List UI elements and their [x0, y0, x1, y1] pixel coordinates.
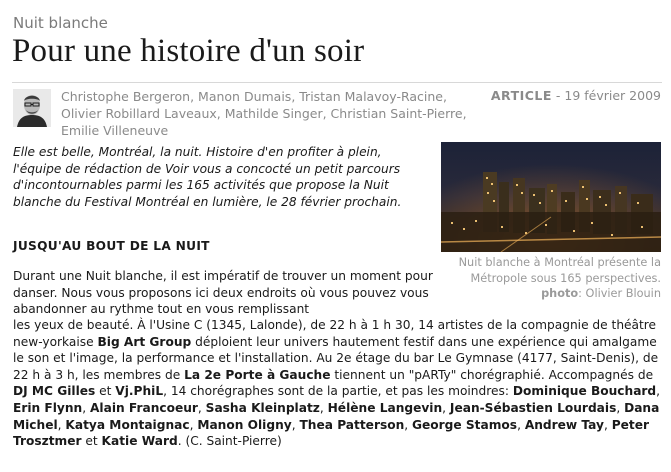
- body-text-run: ,: [616, 400, 625, 415]
- section-kicker[interactable]: Nuit blanche: [13, 14, 108, 32]
- body-text-run: ,: [656, 384, 661, 399]
- body-text-run: ,: [189, 417, 198, 432]
- highlighted-name: Big Art Group: [97, 334, 192, 349]
- body-text-run: ,: [442, 400, 450, 415]
- highlighted-name: Dana Michel: [13, 400, 660, 432]
- montreal-night-skyline-image: [441, 142, 661, 252]
- highlighted-name: Hélène Langevin: [327, 400, 443, 415]
- body-text-run: ,: [82, 400, 90, 415]
- article-type-label: ARTICLE: [490, 88, 552, 103]
- body-text-run: ,: [603, 417, 612, 432]
- highlighted-name: Alain Francoeur: [89, 400, 198, 415]
- photo-credit-label: photo: [541, 287, 579, 300]
- highlighted-name: Katya Montaignac: [65, 417, 190, 432]
- body-text-run: ,: [197, 400, 206, 415]
- photo-caption: [441, 255, 661, 302]
- header-divider: [12, 82, 662, 83]
- highlighted-name: Andrew Tay: [524, 417, 604, 432]
- body-text-run: ,: [517, 417, 525, 432]
- highlighted-name: Vj.PhiL: [115, 384, 164, 399]
- highlighted-name: DJ MC Gilles: [13, 384, 96, 399]
- highlighted-name: Dominique Bouchard: [512, 384, 657, 399]
- highlighted-name: George Stamos: [412, 417, 518, 432]
- author-portrait-image: [13, 89, 51, 127]
- article-lede: Elle est belle, Montréal, la nuit. Histoire d'en profiter à plein, l'équipe de rédaction de Voir vous a concocté un petit parcours d'incontournables parmi les 165 activités que propose la Nuit blanche du Festival Montréal en lumière, le 28 février prochain.: [13, 145, 402, 209]
- section-subheading: JUSQU'AU BOUT DE LA NUIT: [13, 239, 210, 253]
- highlighted-name: Sasha Kleinplatz: [205, 400, 320, 415]
- article-date: 19 février 2009: [564, 88, 661, 103]
- body-text-run: . (C. Saint-Pierre): [177, 434, 282, 449]
- highlighted-name: Manon Oligny: [197, 417, 292, 432]
- body-text-run: déploient leur univers hautement festif dans une expérience qui amalgame le son et l'image, la performance et l'installation. Au 2e étage du bar Le Gymnase (4177, Saint-Denis), de 22 h à 3 h, les membres de: [13, 334, 659, 382]
- highlighted-name: La 2e Porte à Gauche: [184, 367, 331, 382]
- highlighted-name: Erin Flynn: [13, 400, 83, 415]
- body-text-run: , 14 chorégraphes sont de la partie, et pas les moindres:: [163, 384, 513, 399]
- article-title: Pour une histoire d'un soir: [12, 33, 365, 69]
- body-text-run: et: [81, 434, 102, 449]
- body-text-run: ,: [319, 400, 328, 415]
- body-paragraph-intro: Durant une Nuit blanche, il est impératif de trouver un moment pour danser. Nous vous proposons ici deux endroits où vous pouvez vous abandonner au rythme tout en vous remplissant: [13, 269, 433, 317]
- photo-credit-separator: :: [578, 287, 586, 300]
- body-text-run: et: [95, 384, 116, 399]
- author-avatar: [13, 89, 51, 127]
- body-text-run: tiennent un "pARTy" chorégraphié. Accompagnés de: [330, 367, 654, 382]
- photo-caption-text: Nuit blanche à Montréal présente la Métropole sous 165 perspectives.: [458, 256, 661, 285]
- body-text-run: les yeux de beauté. À l'Usine C (1345, Lalonde), de 22 h à 1 h 30, 14 artistes de la compagnie de théâtre new-yorkaise: [13, 318, 657, 349]
- article-meta: [491, 88, 661, 103]
- highlighted-name: Peter Trosztmer: [13, 417, 650, 449]
- highlighted-name: Jean-Sébastien Lourdais: [449, 400, 617, 415]
- highlighted-name: Thea Patterson: [299, 417, 405, 432]
- photo-credit-name: Olivier Blouin: [585, 287, 661, 300]
- author-list[interactable]: Christophe Bergeron, Manon Dumais, Tristan Malavoy-Racine, Olivier Robillard Laveaux, Mathilde Singer, Christian Saint-Pierre, Emilie Villeneuve: [61, 89, 467, 138]
- body-text-run: ,: [57, 417, 66, 432]
- body-text-run: ,: [291, 417, 300, 432]
- body-text-run: ,: [404, 417, 413, 432]
- meta-separator: -: [551, 88, 565, 103]
- article-photo[interactable]: [441, 142, 661, 252]
- body-paragraph-main: [13, 317, 663, 450]
- highlighted-name: Katie Ward: [101, 434, 178, 449]
